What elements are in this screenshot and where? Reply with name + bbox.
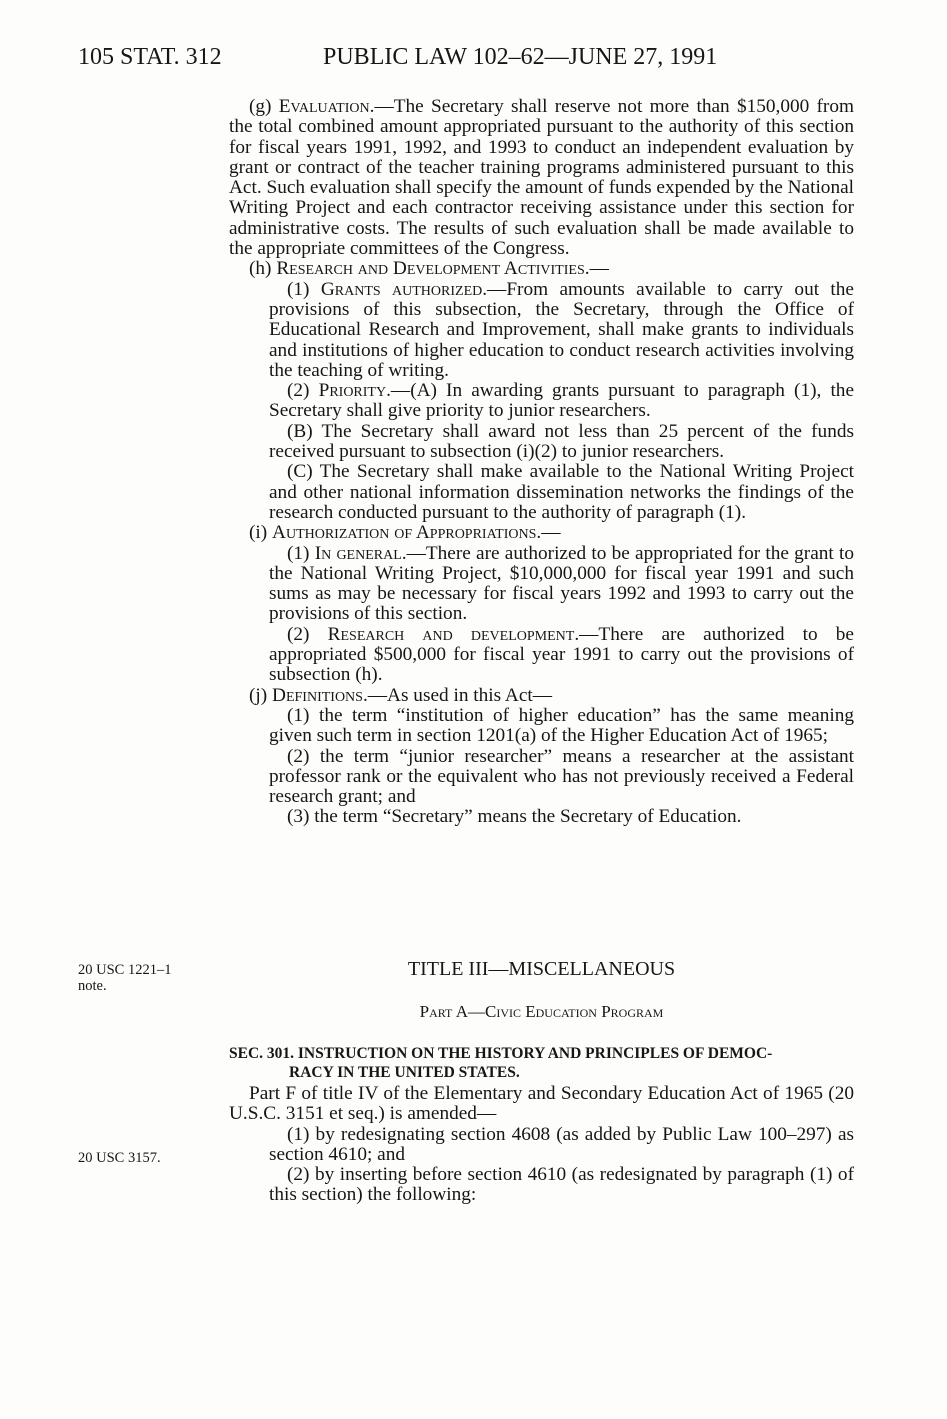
subsection-j: (j) Definitions.—As used in this Act—: [249, 684, 553, 706]
definition-2: (2) the term “junior researcher” means a researcher at the assistant professor rank or the equivalent who has not previously received a Federal research grant; and: [269, 745, 854, 808]
subsection-heading: Research and Development Activities: [276, 258, 585, 280]
amendment-item-1: (1) by redesignating section 4608 (as added by Public Law 100–297) as section 4610; and: [269, 1123, 854, 1165]
section-301-body: [229, 1084, 854, 1206]
paragraph-i2: (2) Research and development.—There are authorized to be appropriated $500,000 for fiscal year 1991 to carry out the provisions of subsection (h).: [269, 623, 854, 686]
public-law-header: PUBLIC LAW 102–62—JUNE 27, 1991: [323, 44, 718, 70]
subparagraph-h2c: (C) The Secretary shall make available to the National Writing Project and other national information dissemination networks the findings of the research conducted pursuant to the authority of paragraph (1).: [269, 461, 854, 523]
paragraph-h1: (1) Grants authorized.—From amounts available to carry out the provisions of this subsection, the Secretary, through the Office of Educational Research and Improvement, shall make grants to individuals and institutions of higher education to conduct research activities involving the teaching of writing.: [269, 278, 854, 381]
paragraph-heading: In general: [314, 542, 402, 564]
margin-note-usc-1221: 20 USC 1221–1 note.: [78, 962, 172, 994]
definition-3: (3) the term “Secretary” means the Secretary of Education.: [287, 806, 742, 828]
margin-note-usc-3157: 20 USC 3157.: [78, 1150, 161, 1166]
subsection-heading: Evaluation: [278, 96, 370, 117]
page-number-header: 105 STAT. 312: [78, 44, 222, 70]
section-intro: Part F of title IV of the Elementary and Secondary Education Act of 1965 (20 U.S.C. 3151 et seq.) is amended—: [229, 1083, 854, 1125]
definition-1: (1) the term “institution of higher education” has the same meaning given such term in section 1201(a) of the Higher Education Act of 1965;: [269, 704, 854, 747]
subsection-i: (i) Authorization of Appropriations.—: [249, 522, 561, 544]
amendment-item-2: (2) by inserting before section 4610 (as redesignated by paragraph (1) of this section) the following:: [269, 1164, 854, 1206]
subsection-heading: Definitions: [272, 684, 363, 706]
paragraph-heading: Research and development: [327, 623, 575, 645]
subparagraph-h2b: (B) The Secretary shall award not less than 25 percent of the funds received pursuant to subsection (i)(2) to junior researchers.: [269, 420, 854, 463]
paragraph-i1: (1) In general.—There are authorized to be appropriated for the grant to the National Writing Project, $10,000,000 for fiscal year 1991 and such sums as may be necessary for fiscal years 1992 and 1993 to carry out the provisions of this section.: [269, 542, 854, 625]
title-heading: TITLE III—MISCELLANEOUS: [407, 958, 676, 980]
subsection-heading: Authorization of Appropriations: [272, 522, 537, 544]
subsection-h: (h) Research and Development Activities.—: [249, 258, 609, 280]
paragraph-heading: Priority: [318, 380, 387, 402]
paragraph-h2: (2) Priority.—(A) In awarding grants pursuant to paragraph (1), the Secretary shall give priority to junior researchers.: [269, 380, 855, 422]
subsection-g: (g) Evaluation.—The Secretary shall reserve not more than $150,000 from the total combined amount appropriated pursuant to the authority of this section for fiscal years 1991, 1992, and 1993 to conduct an independent evaluation by grant or contract of the teacher training programs administered pursuant to this Act. Such evaluation shall specify the amount of funds expended by the National Writing Project and each contractor receiving assistance under this section for administrative costs. The results of such evaluation shall be made available to the appropriate committees of the Congress.: [229, 96, 854, 260]
part-heading: Part A—Civic Education Program: [419, 1002, 664, 1021]
law-text-body: [229, 97, 854, 828]
paragraph-heading: Grants authorized: [320, 278, 483, 300]
section-heading: SEC. 301. INSTRUCTION ON THE HISTORY AND PRINCIPLES OF DEMOC- RACY IN THE UNITED STATES.: [229, 1045, 773, 1081]
